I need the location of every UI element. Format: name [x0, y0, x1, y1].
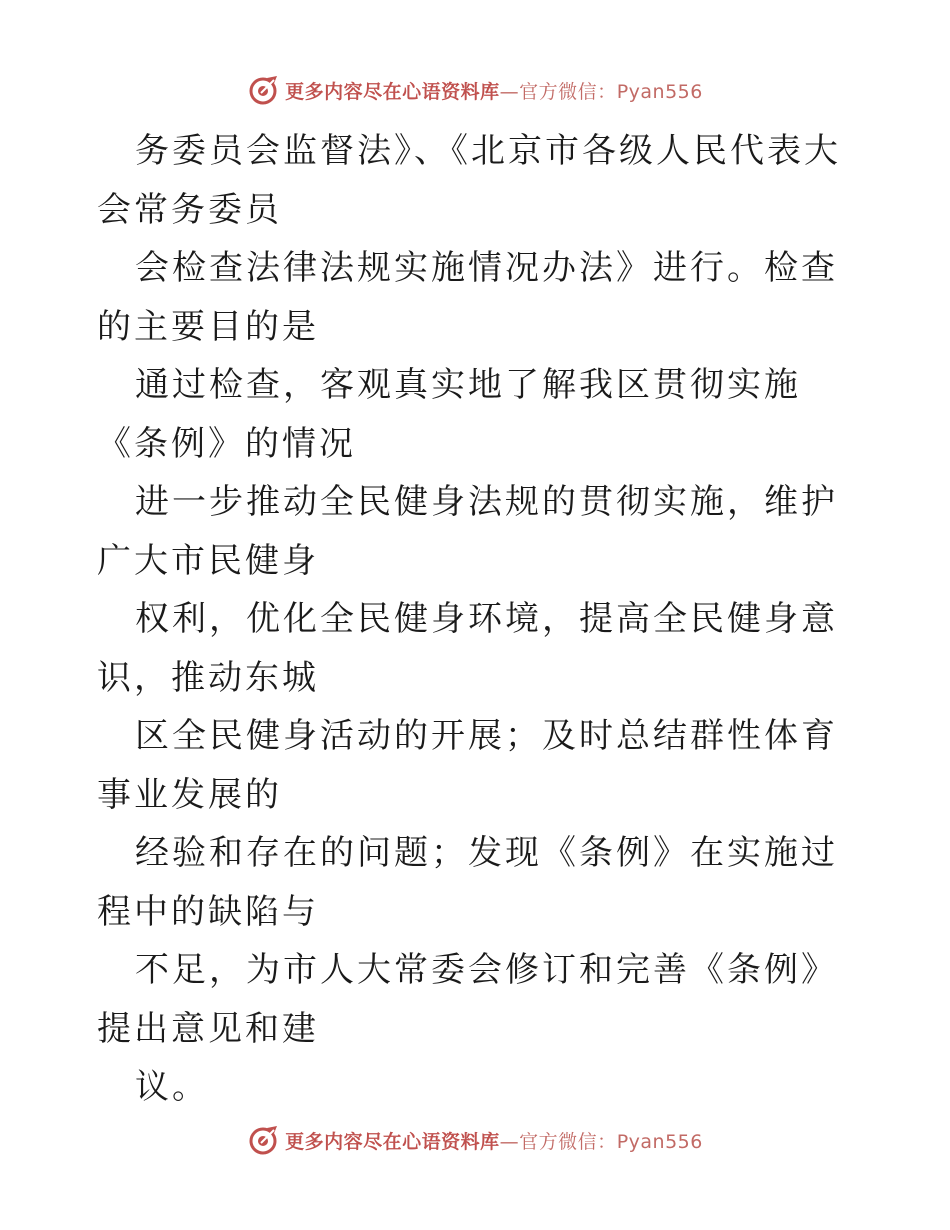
header-slogan: 更多内容尽在心语资料库 [285, 80, 500, 103]
paragraph-1: 务委员会监督法》、《北京市各级人民代表大会常务委员 [97, 131, 841, 230]
brand-logo-icon [247, 74, 279, 106]
footer-wechat-label: 官方微信： [519, 1130, 617, 1153]
header-wechat-label: 官方微信： [519, 80, 617, 103]
paragraph-4: 进一步推动全民健身法规的贯彻实施，维护广大市民健身 [97, 482, 838, 581]
header-dash: — [499, 80, 520, 103]
document-body [97, 122, 857, 1117]
brand-logo-icon [247, 1124, 279, 1156]
footer-banner [0, 1120, 950, 1160]
header-banner [0, 70, 950, 110]
paragraph-7: 经验和存在的问题；发现《条例》在实施过程中的缺陷与 [97, 833, 838, 932]
paragraph-2: 会检查法律法规实施情况办法》进行。检查的主要目的是 [97, 248, 838, 347]
paragraph-9: 议。 [135, 1067, 209, 1107]
footer-dash: — [499, 1130, 520, 1153]
paragraph-6: 区全民健身活动的开展；及时总结群性体育事业发展的 [97, 716, 838, 815]
paragraph-8: 不足，为市人大常委会修订和完善《条例》提出意见和建 [97, 950, 838, 1049]
paragraph-5: 权利，优化全民健身环境，提高全民健身意识，推动东城 [97, 599, 838, 698]
footer-slogan: 更多内容尽在心语资料库 [285, 1130, 500, 1153]
footer-wechat-id: Pyan556 [616, 1130, 703, 1153]
paragraph-3: 通过检查，客观真实地了解我区贯彻实施《条例》的情况 [97, 365, 801, 464]
header-text [285, 77, 703, 104]
header-wechat-id: Pyan556 [616, 80, 703, 103]
footer-text [285, 1127, 703, 1154]
